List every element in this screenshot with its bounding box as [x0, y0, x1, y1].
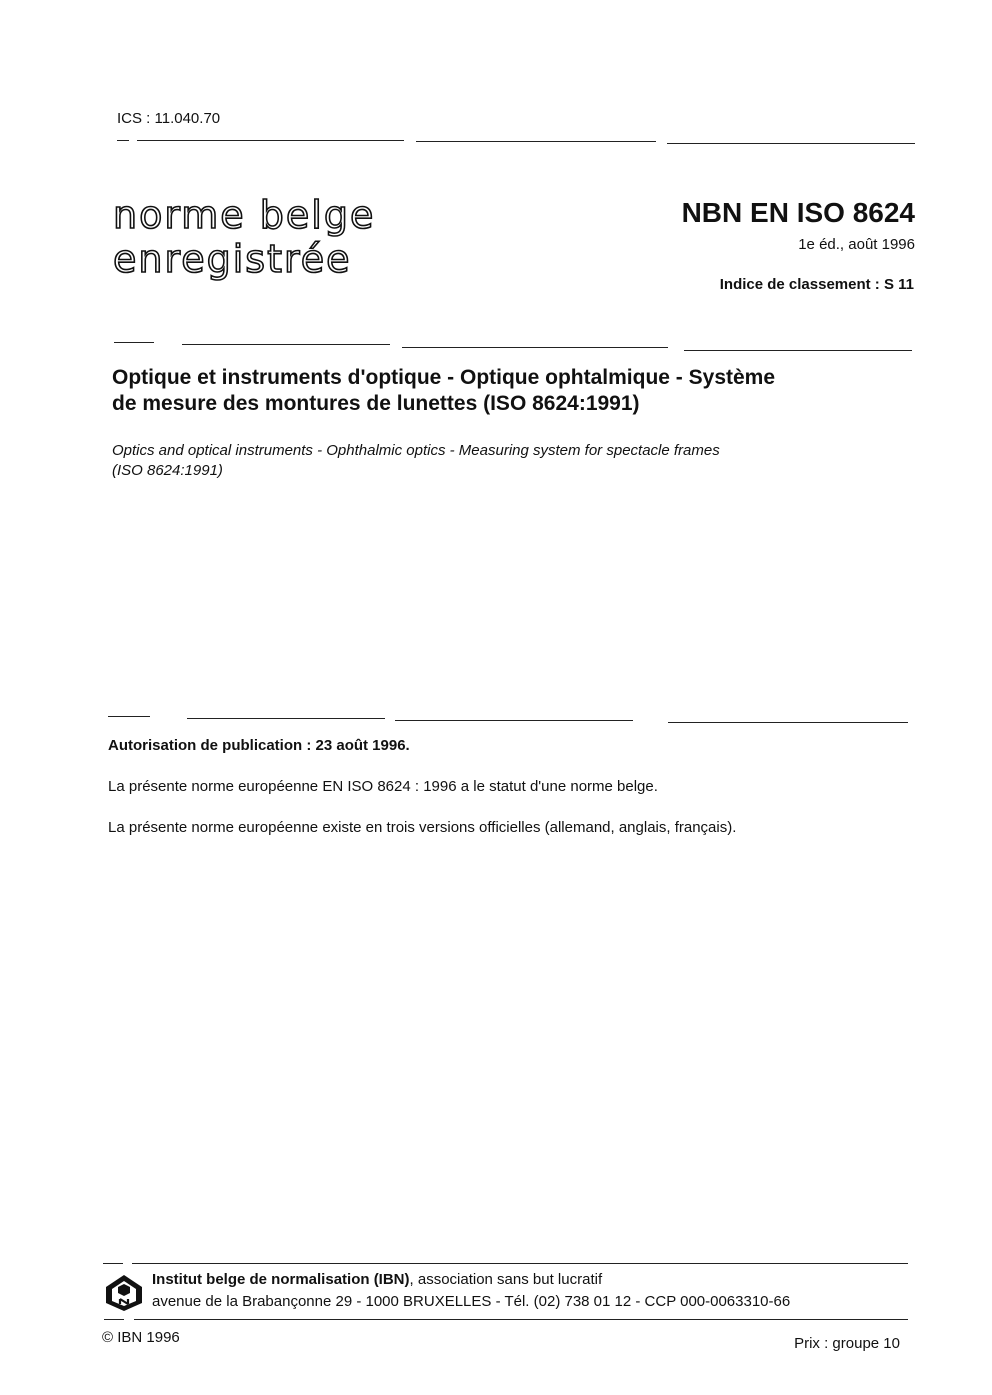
divider-title-3	[402, 347, 668, 348]
institute-description: , association sans but lucratif	[409, 1271, 603, 1288]
institute-name: Institut belge de normalisation (IBN)	[152, 1271, 410, 1288]
title-french	[112, 365, 917, 417]
divider-mid-3	[395, 720, 633, 721]
copyright: © IBN 1996	[102, 1329, 180, 1346]
ibn-logo-icon	[104, 1273, 144, 1313]
divider-title-1	[114, 342, 154, 343]
divider-top-1	[117, 140, 129, 141]
divider-mid-4	[668, 722, 908, 723]
divider-footer-1	[103, 1263, 123, 1264]
title-english-line-1: Optics and optical instruments - Ophthalmic optics - Measuring system for spectacle frames	[112, 442, 720, 459]
series-line-2: enregistrée	[113, 237, 352, 281]
versions-paragraph: La présente norme européenne existe en trois versions officielles (allemand, anglais, français).	[108, 819, 737, 836]
divider-footer-2	[132, 1263, 908, 1264]
divider-top-2	[137, 140, 404, 141]
title-english	[112, 441, 872, 481]
edition-date: 1e éd., août 1996	[798, 236, 915, 253]
divider-title-4	[684, 350, 912, 351]
divider-footer-3	[104, 1319, 124, 1320]
title-french-line-2: de mesure des montures de lunettes (ISO 8624:1991)	[112, 392, 640, 415]
institute-line	[152, 1271, 602, 1288]
institute-address: avenue de la Brabançonne 29 - 1000 BRUXELLES - Tél. (02) 738 01 12 - CCP 000-0063310-66	[152, 1293, 791, 1310]
price-group: Prix : groupe 10	[794, 1335, 900, 1352]
divider-mid-2	[187, 718, 385, 719]
series-heading	[113, 193, 375, 281]
divider-top-3	[416, 141, 656, 142]
divider-title-2	[182, 344, 390, 345]
series-line-1: norme belge	[113, 193, 376, 237]
divider-mid-1	[108, 716, 150, 717]
divider-top-4	[667, 143, 915, 144]
ics-code: ICS : 11.040.70	[117, 110, 221, 127]
classification-index: Indice de classement : S 11	[719, 276, 914, 293]
title-french-line-1: Optique et instruments d'optique - Optique ophtalmique - Système	[112, 366, 776, 389]
standard-number: NBN EN ISO 8624	[681, 197, 915, 228]
publication-authorisation: Autorisation de publication : 23 août 1996.	[108, 737, 410, 754]
title-english-line-2: (ISO 8624:1991)	[112, 462, 223, 479]
status-paragraph: La présente norme européenne EN ISO 8624 : 1996 a le statut d'une norme belge.	[108, 778, 658, 795]
divider-footer-4	[134, 1319, 908, 1320]
